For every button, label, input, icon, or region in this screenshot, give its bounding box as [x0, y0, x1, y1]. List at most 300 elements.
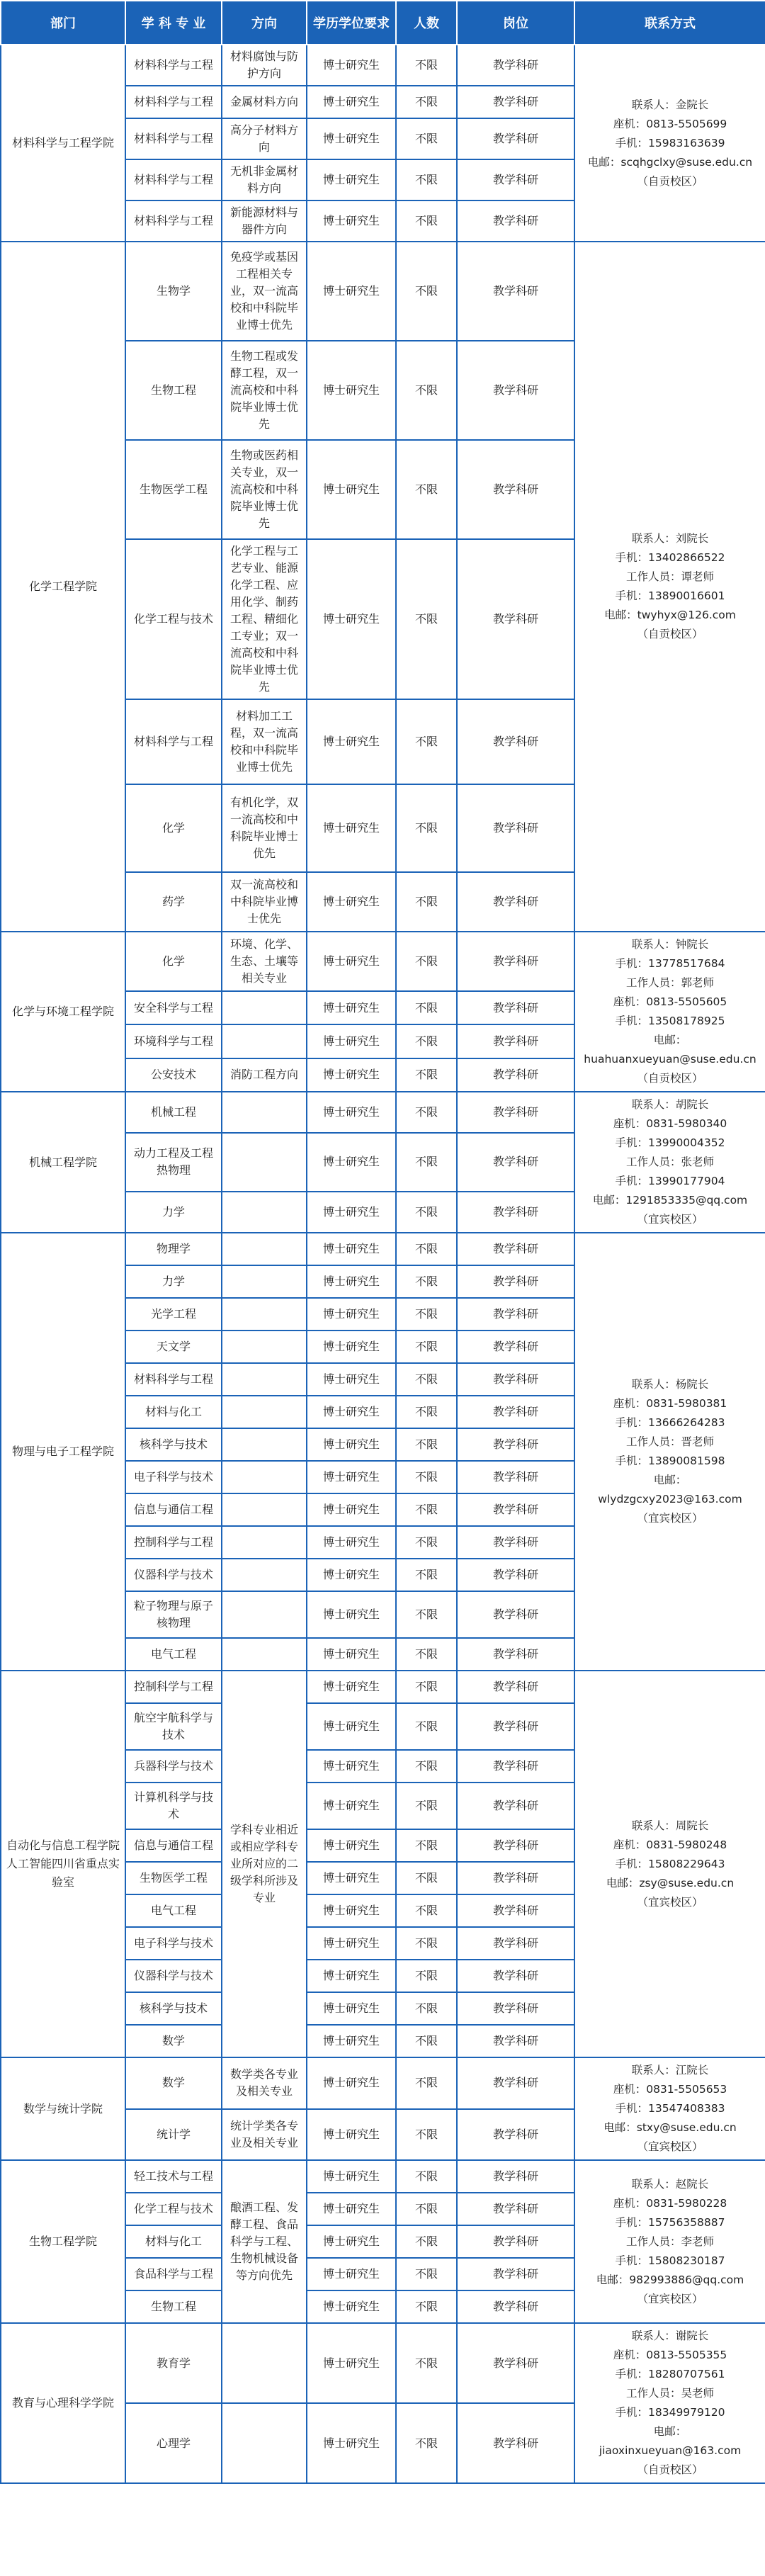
major-cell: 仪器科学与技术	[125, 1960, 222, 1992]
contact-line: huahuanxueyuan@suse.edu.cn	[584, 1053, 756, 1066]
contact-cell	[574, 2057, 765, 2160]
count-cell: 不限	[396, 699, 457, 784]
position-cell: 教学科研	[457, 1992, 574, 2025]
major-cell: 兵器科学与技术	[125, 1750, 222, 1783]
contact-line: 联系人：杨院长	[631, 1378, 709, 1391]
department-cell	[1, 1092, 125, 1233]
contact-line: jiaoxinxueyuan@163.com	[599, 2444, 742, 2457]
contact-line: 工作人员：张老师	[625, 1156, 714, 1168]
position-cell: 教学科研	[457, 2403, 574, 2483]
position-cell: 教学科研	[457, 1058, 574, 1092]
direction-cell	[222, 1092, 307, 1133]
count-cell: 不限	[396, 2160, 457, 2193]
major-cell: 材料科学与工程	[125, 1363, 222, 1396]
degree-cell: 博士研究生	[307, 2193, 396, 2225]
table-row	[1, 1092, 765, 1133]
count-cell: 不限	[396, 45, 457, 86]
direction-cell: 化学工程与工艺专业、能源化学工程、应用化学、制药工程、精细化工专业；双一流高校和中科院毕业博士优先	[222, 539, 307, 699]
direction-cell: 免疫学或基因工程相关专业，双一流高校和中科院毕业博士优先	[222, 242, 307, 341]
table-row	[1, 2160, 765, 2193]
position-cell: 教学科研	[457, 1192, 574, 1233]
major-cell: 电子科学与技术	[125, 1927, 222, 1960]
major-cell: 机械工程	[125, 1092, 222, 1133]
major-cell: 仪器科学与技术	[125, 1559, 222, 1591]
position-cell: 教学科研	[457, 1894, 574, 1927]
degree-cell: 博士研究生	[307, 1133, 396, 1192]
contact-line: 座机：0813-5505355	[613, 2349, 727, 2361]
contact-line: （宜宾校区）	[637, 1512, 703, 1525]
department-name: 人工智能四川省重点实验室	[6, 1857, 120, 1889]
major-cell: 材料科学与工程	[125, 159, 222, 200]
major-cell: 电气工程	[125, 1894, 222, 1927]
direction-cell: 生物工程或发酵工程，双一流高校和中科院毕业博士优先	[222, 341, 307, 440]
direction-cell	[222, 1428, 307, 1461]
contact-line: 座机：0831-5505653	[613, 2083, 727, 2096]
position-cell: 教学科研	[457, 932, 574, 991]
count-cell: 不限	[396, 2225, 457, 2258]
position-cell: 教学科研	[457, 1671, 574, 1703]
contact-line: （宜宾校区）	[637, 1895, 703, 1909]
count-cell: 不限	[396, 1591, 457, 1638]
degree-cell: 博士研究生	[307, 1233, 396, 1265]
contact-line: 手机：13778517684	[615, 957, 725, 970]
major-cell: 数学	[125, 2025, 222, 2057]
major-cell: 材料与化工	[125, 2225, 222, 2258]
position-cell: 教学科研	[457, 86, 574, 118]
contact-line: 手机：15808229643	[615, 1857, 725, 1870]
position-cell: 教学科研	[457, 1927, 574, 1960]
count-cell: 不限	[396, 872, 457, 932]
count-cell: 不限	[396, 1058, 457, 1092]
direction-cell	[222, 1396, 307, 1428]
contact-line: 联系人：赵院长	[631, 2177, 709, 2191]
degree-cell: 博士研究生	[307, 1703, 396, 1750]
degree-cell: 博士研究生	[307, 699, 396, 784]
contact-line: 电邮：scqhgclxy@suse.edu.cn	[587, 155, 753, 169]
count-cell: 不限	[396, 2323, 457, 2403]
position-cell: 教学科研	[457, 1396, 574, 1428]
degree-cell: 博士研究生	[307, 2057, 396, 2109]
header-count: 人数	[396, 1, 457, 45]
degree-cell: 博士研究生	[307, 539, 396, 699]
position-cell: 教学科研	[457, 2193, 574, 2225]
position-cell: 教学科研	[457, 440, 574, 539]
contact-line: （宜宾校区）	[637, 2140, 703, 2153]
direction-cell	[222, 1591, 307, 1638]
count-cell: 不限	[396, 1703, 457, 1750]
major-cell: 生物学	[125, 242, 222, 341]
degree-cell: 博士研究生	[307, 872, 396, 932]
count-cell: 不限	[396, 1862, 457, 1894]
count-cell: 不限	[396, 200, 457, 242]
department-name: 自动化与信息工程学院	[6, 1838, 120, 1852]
position-cell: 教学科研	[457, 1331, 574, 1363]
count-cell: 不限	[396, 1092, 457, 1133]
degree-cell: 博士研究生	[307, 1428, 396, 1461]
contact-line: 手机：13547408383	[615, 2102, 725, 2115]
direction-cell	[222, 1526, 307, 1559]
position-cell: 教学科研	[457, 872, 574, 932]
contact-line: 座机：0831-5980340	[613, 1117, 727, 1130]
contact-line: 手机：15756358887	[615, 2215, 725, 2229]
position-cell: 教学科研	[457, 118, 574, 159]
degree-cell: 博士研究生	[307, 45, 396, 86]
degree-cell: 博士研究生	[307, 1396, 396, 1428]
count-cell: 不限	[396, 1493, 457, 1526]
direction-cell: 消防工程方向	[222, 1058, 307, 1092]
table-row	[1, 2323, 765, 2403]
degree-cell: 博士研究生	[307, 1750, 396, 1783]
position-cell: 教学科研	[457, 1559, 574, 1591]
degree-cell: 博士研究生	[307, 1894, 396, 1927]
count-cell: 不限	[396, 1461, 457, 1493]
position-cell: 教学科研	[457, 2258, 574, 2290]
degree-cell: 博士研究生	[307, 1331, 396, 1363]
contact-cell	[574, 1092, 765, 1233]
contact-line: 手机：15983163639	[615, 136, 725, 149]
contact-line: 联系人：刘院长	[631, 532, 709, 545]
major-cell: 粒子物理与原子核物理	[125, 1591, 222, 1638]
major-cell: 教育学	[125, 2323, 222, 2403]
degree-cell: 博士研究生	[307, 2323, 396, 2403]
count-cell: 不限	[396, 1927, 457, 1960]
position-cell: 教学科研	[457, 991, 574, 1024]
major-cell: 航空宇航科学与技术	[125, 1703, 222, 1750]
contact-line: 联系人：周院长	[631, 1819, 709, 1832]
contact-line: （自贡校区）	[637, 174, 703, 188]
count-cell: 不限	[396, 1331, 457, 1363]
count-cell: 不限	[396, 2290, 457, 2323]
direction-cell: 生物或医药相关专业，双一流高校和中科院毕业博士优先	[222, 440, 307, 539]
department-name: 材料科学与工程学院	[11, 136, 114, 149]
degree-cell: 博士研究生	[307, 200, 396, 242]
position-cell: 教学科研	[457, 1461, 574, 1493]
direction-cell: 酿酒工程、发酵工程、食品科学与工程、生物机械设备等方向优先	[222, 2160, 307, 2323]
contact-line: 手机：13890016601	[615, 589, 725, 602]
direction-cell: 双一流高校和中科院毕业博士优先	[222, 872, 307, 932]
contact-line: 电邮：twyhyx@126.com	[604, 609, 736, 621]
position-cell: 教学科研	[457, 1092, 574, 1133]
position-cell: 教学科研	[457, 699, 574, 784]
contact-line: 手机：15808230187	[615, 2254, 725, 2267]
table-row	[1, 1233, 765, 1265]
degree-cell: 博士研究生	[307, 1298, 396, 1331]
major-cell: 电气工程	[125, 1638, 222, 1671]
contact-line: 电邮：	[653, 1034, 687, 1046]
contact-line: 电邮：zsy@suse.edu.cn	[606, 1876, 735, 1889]
degree-cell: 博士研究生	[307, 2225, 396, 2258]
major-cell: 药学	[125, 872, 222, 932]
header-direction: 方向	[222, 1, 307, 45]
direction-cell: 金属材料方向	[222, 86, 307, 118]
contact-line: 手机：13990004352	[615, 1136, 725, 1149]
position-cell: 教学科研	[457, 2225, 574, 2258]
table-header-row	[1, 1, 765, 45]
count-cell: 不限	[396, 440, 457, 539]
major-cell: 生物工程	[125, 341, 222, 440]
position-cell: 教学科研	[457, 784, 574, 872]
position-cell: 教学科研	[457, 2290, 574, 2323]
position-cell: 教学科研	[457, 1133, 574, 1192]
contact-cell	[574, 932, 765, 1092]
degree-cell: 博士研究生	[307, 2160, 396, 2193]
major-cell: 材料科学与工程	[125, 45, 222, 86]
position-cell: 教学科研	[457, 1750, 574, 1783]
count-cell: 不限	[396, 1638, 457, 1671]
degree-cell: 博士研究生	[307, 159, 396, 200]
major-cell: 材料与化工	[125, 1396, 222, 1428]
contact-line: 联系人：江院长	[631, 2064, 709, 2077]
table-row	[1, 1671, 765, 1703]
contact-line: 工作人员：李老师	[625, 2235, 714, 2248]
count-cell: 不限	[396, 159, 457, 200]
contact-line: 电邮：	[653, 2425, 687, 2438]
count-cell: 不限	[396, 1783, 457, 1829]
contact-line: （宜宾校区）	[637, 1213, 703, 1226]
degree-cell: 博士研究生	[307, 2258, 396, 2290]
count-cell: 不限	[396, 539, 457, 699]
contact-cell	[574, 45, 765, 242]
position-cell: 教学科研	[457, 2160, 574, 2193]
contact-line: 工作人员：晋老师	[625, 1435, 714, 1448]
table-row	[1, 2057, 765, 2109]
major-cell: 数学	[125, 2057, 222, 2109]
direction-cell: 材料加工工程，双一流高校和中科院毕业博士优先	[222, 699, 307, 784]
degree-cell: 博士研究生	[307, 2109, 396, 2161]
contact-line: 手机：13402866522	[615, 551, 725, 564]
major-cell: 核科学与技术	[125, 1992, 222, 2025]
position-cell: 教学科研	[457, 1233, 574, 1265]
department-cell	[1, 932, 125, 1092]
direction-cell	[222, 1024, 307, 1058]
degree-cell: 博士研究生	[307, 440, 396, 539]
major-cell: 统计学	[125, 2109, 222, 2161]
contact-cell	[574, 1233, 765, 1671]
direction-cell: 新能源材料与器件方向	[222, 200, 307, 242]
position-cell: 教学科研	[457, 159, 574, 200]
position-cell: 教学科研	[457, 1428, 574, 1461]
department-cell	[1, 2057, 125, 2160]
department-name: 数学与统计学院	[23, 2101, 103, 2115]
contact-cell	[574, 1671, 765, 2057]
direction-cell: 材料腐蚀与防护方向	[222, 45, 307, 86]
contact-line: 手机：13890081598	[615, 1454, 725, 1467]
count-cell: 不限	[396, 1192, 457, 1233]
count-cell: 不限	[396, 1133, 457, 1192]
degree-cell: 博士研究生	[307, 1559, 396, 1591]
department-name: 化学与环境工程学院	[11, 1005, 114, 1018]
direction-cell: 数学类各专业及相关专业	[222, 2057, 307, 2109]
direction-cell: 无机非金属材料方向	[222, 159, 307, 200]
department-cell	[1, 2323, 125, 2483]
header-major: 学 科 专 业	[125, 1, 222, 45]
degree-cell: 博士研究生	[307, 1638, 396, 1671]
count-cell: 不限	[396, 1428, 457, 1461]
header-degree: 学历学位要求	[307, 1, 396, 45]
contact-line: 电邮：982993886@qq.com	[596, 2273, 744, 2286]
header-position: 岗位	[457, 1, 574, 45]
degree-cell: 博士研究生	[307, 1829, 396, 1862]
major-cell: 化学工程与技术	[125, 539, 222, 699]
direction-cell: 统计学类各专业及相关专业	[222, 2109, 307, 2161]
position-cell: 教学科研	[457, 1363, 574, 1396]
direction-cell	[222, 991, 307, 1024]
count-cell: 不限	[396, 1559, 457, 1591]
degree-cell: 博士研究生	[307, 1671, 396, 1703]
degree-cell: 博士研究生	[307, 1092, 396, 1133]
direction-cell	[222, 2403, 307, 2483]
degree-cell: 博士研究生	[307, 1363, 396, 1396]
major-cell: 控制科学与工程	[125, 1526, 222, 1559]
count-cell: 不限	[396, 1671, 457, 1703]
degree-cell: 博士研究生	[307, 118, 396, 159]
major-cell: 心理学	[125, 2403, 222, 2483]
count-cell: 不限	[396, 2403, 457, 2483]
position-cell: 教学科研	[457, 1265, 574, 1298]
count-cell: 不限	[396, 341, 457, 440]
contact-line: 工作人员：吴老师	[625, 2387, 714, 2400]
direction-cell	[222, 1233, 307, 1265]
contact-cell	[574, 242, 765, 932]
contact-line: 手机：13508178925	[615, 1015, 725, 1027]
table-row	[1, 242, 765, 341]
department-cell	[1, 242, 125, 932]
direction-cell	[222, 1461, 307, 1493]
direction-cell: 学科专业相近或相应学科专业所对应的二级学科所涉及专业	[222, 1671, 307, 2057]
count-cell: 不限	[396, 1024, 457, 1058]
count-cell: 不限	[396, 2109, 457, 2161]
major-cell: 材料科学与工程	[125, 118, 222, 159]
count-cell: 不限	[396, 2025, 457, 2057]
position-cell: 教学科研	[457, 1783, 574, 1829]
major-cell: 食品科学与工程	[125, 2258, 222, 2290]
degree-cell: 博士研究生	[307, 1927, 396, 1960]
contact-line: 手机：18349979120	[615, 2406, 725, 2419]
position-cell: 教学科研	[457, 1960, 574, 1992]
department-name: 教育与心理科学学院	[11, 2396, 114, 2410]
direction-cell	[222, 1638, 307, 1671]
position-cell: 教学科研	[457, 45, 574, 86]
count-cell: 不限	[396, 1960, 457, 1992]
count-cell: 不限	[396, 991, 457, 1024]
degree-cell: 博士研究生	[307, 784, 396, 872]
direction-cell	[222, 1559, 307, 1591]
count-cell: 不限	[396, 932, 457, 991]
degree-cell: 博士研究生	[307, 1024, 396, 1058]
major-cell: 力学	[125, 1265, 222, 1298]
count-cell: 不限	[396, 1265, 457, 1298]
degree-cell: 博士研究生	[307, 2403, 396, 2483]
department-cell	[1, 1233, 125, 1671]
position-cell: 教学科研	[457, 1526, 574, 1559]
position-cell: 教学科研	[457, 1493, 574, 1526]
contact-line: 手机：13666264283	[615, 1416, 725, 1429]
major-cell: 控制科学与工程	[125, 1671, 222, 1703]
department-name: 化学工程学院	[28, 580, 97, 593]
count-cell: 不限	[396, 1829, 457, 1862]
count-cell: 不限	[396, 86, 457, 118]
position-cell: 教学科研	[457, 1024, 574, 1058]
degree-cell: 博士研究生	[307, 1265, 396, 1298]
major-cell: 信息与通信工程	[125, 1829, 222, 1862]
contact-line: 电邮：	[653, 1474, 687, 1486]
header-department: 部门	[1, 1, 125, 45]
contact-line: 联系人：钟院长	[631, 938, 709, 951]
contact-line: 手机：13990177904	[615, 1175, 725, 1187]
table-row	[1, 932, 765, 991]
degree-cell: 博士研究生	[307, 1192, 396, 1233]
header-contact: 联系方式	[574, 1, 765, 45]
contact-line: 联系人：金院长	[631, 98, 709, 111]
major-cell: 电子科学与技术	[125, 1461, 222, 1493]
major-cell: 动力工程及工程热物理	[125, 1133, 222, 1192]
position-cell: 教学科研	[457, 2057, 574, 2109]
contact-line: 工作人员：郭老师	[625, 976, 714, 989]
major-cell: 化学工程与技术	[125, 2193, 222, 2225]
degree-cell: 博士研究生	[307, 2290, 396, 2323]
contact-line: （宜宾校区）	[637, 2292, 703, 2305]
table-row	[1, 45, 765, 86]
major-cell: 计算机科学与技术	[125, 1783, 222, 1829]
count-cell: 不限	[396, 1363, 457, 1396]
count-cell: 不限	[396, 1750, 457, 1783]
contact-line: 手机：18280707561	[615, 2368, 725, 2380]
contact-line: 电邮：1291853335@qq.com	[592, 1194, 748, 1207]
degree-cell: 博士研究生	[307, 1862, 396, 1894]
degree-cell: 博士研究生	[307, 1992, 396, 2025]
degree-cell: 博士研究生	[307, 991, 396, 1024]
count-cell: 不限	[396, 1894, 457, 1927]
contact-line: 座机：0813-5505605	[613, 995, 727, 1008]
contact-line: 座机：0813-5505699	[613, 117, 727, 130]
direction-cell	[222, 1192, 307, 1233]
contact-line: （自贡校区）	[637, 2463, 703, 2476]
department-name: 物理与电子工程学院	[11, 1445, 114, 1458]
direction-cell	[222, 1493, 307, 1526]
count-cell: 不限	[396, 1298, 457, 1331]
department-cell	[1, 2160, 125, 2323]
count-cell: 不限	[396, 1526, 457, 1559]
major-cell: 生物医学工程	[125, 1862, 222, 1894]
major-cell: 公安技术	[125, 1058, 222, 1092]
count-cell: 不限	[396, 242, 457, 341]
count-cell: 不限	[396, 2057, 457, 2109]
degree-cell: 博士研究生	[307, 341, 396, 440]
position-cell: 教学科研	[457, 200, 574, 242]
degree-cell: 博士研究生	[307, 1493, 396, 1526]
contact-cell	[574, 2323, 765, 2483]
direction-cell	[222, 1133, 307, 1192]
degree-cell: 博士研究生	[307, 1960, 396, 1992]
major-cell: 光学工程	[125, 1298, 222, 1331]
count-cell: 不限	[396, 1992, 457, 2025]
contact-line: 工作人员：谭老师	[625, 570, 714, 583]
direction-cell: 环境、化学、生态、土壤等相关专业	[222, 932, 307, 991]
position-cell: 教学科研	[457, 341, 574, 440]
contact-line: 电邮：stxy@suse.edu.cn	[604, 2121, 737, 2134]
major-cell: 材料科学与工程	[125, 200, 222, 242]
direction-cell	[222, 1363, 307, 1396]
major-cell: 环境科学与工程	[125, 1024, 222, 1058]
department-cell	[1, 1671, 125, 2057]
degree-cell: 博士研究生	[307, 1591, 396, 1638]
count-cell: 不限	[396, 1396, 457, 1428]
degree-cell: 博士研究生	[307, 1783, 396, 1829]
major-cell: 生物工程	[125, 2290, 222, 2323]
major-cell: 化学	[125, 784, 222, 872]
contact-line: 座机：0831-5980381	[613, 1397, 727, 1410]
position-cell: 教学科研	[457, 2109, 574, 2161]
